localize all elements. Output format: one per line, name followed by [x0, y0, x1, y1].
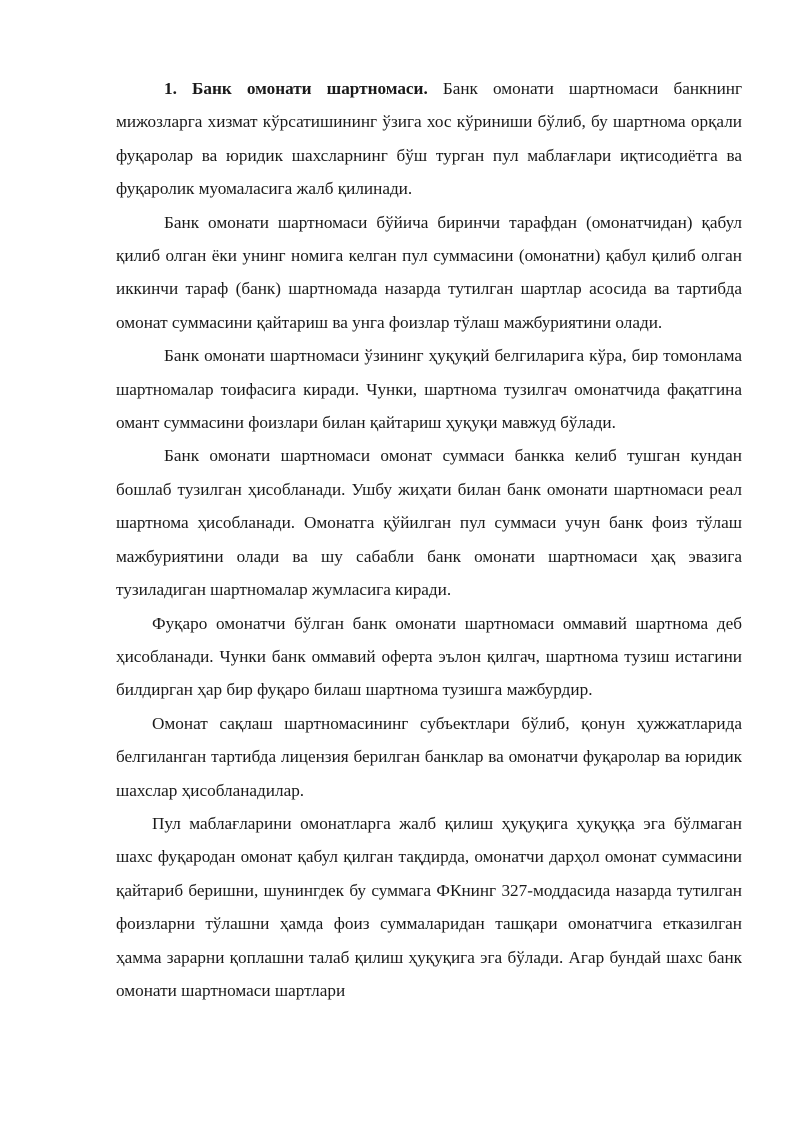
paragraph-text: Банк омонати шартномаси бўйича биринчи тарафдан (омонатчидан) қабул қилиб олган ёки унинг номига келган пул суммасини (омонатни) қабул қилиб олган иккинчи тараф (банк) шартномада назарда тутилган шартлар асосида ва тартибда омонат суммасини қайтариш ва унга фоизлар тўлаш мажбуриятини олади. — [116, 212, 742, 332]
document-body — [116, 72, 742, 1007]
paragraph-unlicensed-acceptance — [116, 807, 742, 1007]
paragraph-text: Банк омонати шартномаси омонат суммаси банкка келиб тушган кундан бошлаб тузилган ҳисобланади. Ушбу жиҳати билан банк омонати шартномаси реал шартнома ҳисобланади. Омонатга қўйилган пул суммаси учун банк фоиз тўлаш мажбуриятини олади ва шу сабабли банк омонати шартномаси ҳақ эвазига тузиладиган шартномалар жумласига киради. — [116, 446, 742, 600]
paragraph-unilateral-contract — [116, 339, 742, 439]
paragraph-public-contract — [116, 607, 742, 707]
paragraph-subjects — [116, 707, 742, 807]
paragraph-text: Банк омонати шартномаси банкнинг мижозларга хизмат кўрсатишининг ўзига хос кўриниши бўлиб, бу шартнома орқали фуқаролар ва юридик шахсларнинг бўш турган пул маблағлари иқтисодиётга ва фуқаролик муомаласига жалб қилинади. — [116, 79, 743, 199]
paragraph-obligation — [116, 206, 742, 340]
paragraph-bank-deposit-definition — [116, 72, 742, 206]
paragraph-real-contract — [116, 439, 742, 606]
paragraph-text: Банк омонати шартномаси ўзининг ҳуқуқий белгиларига кўра, бир томонлама шартномалар тоифасига киради. Чунки, шартнома тузилгач омонатчида фақатгина омант суммасини фоизлари билан қайтариш ҳуқуқи мавжуд бўлади. — [116, 346, 742, 433]
section-heading: 1. Банк омонати шартномаси. — [164, 79, 428, 98]
paragraph-text: Фуқаро омонатчи бўлган банк омонати шартномаси оммавий шартнома деб ҳисобланади. Чунки банк оммавий оферта эълон қилгач, шартнома тузиш истагини билдирган ҳар бир фуқаро билаш шартнома тузишга мажбурдир. — [116, 613, 742, 700]
paragraph-text: Пул маблағларини омонатларга жалб қилиш ҳуқуқига ҳуқуққа эга бўлмаган шахс фуқародан омонат қабул қилган тақдирда, омонатчи дарҳол омонат суммасини қайтариб беришни, шунингдек бу суммага ФКнинг 327-моддасида назарда тутилган фоизларни тўлашни ҳамда фоиз суммаларидан ташқари омонатчига етказилган ҳамма зарарни қоплашни талаб қилиш ҳуқуқига эга бўлади. Агар бундай шахс банк омонати шартномаси шартлари — [116, 813, 742, 1000]
paragraph-text: Омонат сақлаш шартномасининг субъектлари бўлиб, қонун ҳужжатларида белгиланган тартибда лицензия берилган банклар ва омонатчи фуқаролар ва юридик шахслар ҳисобланадилар. — [116, 713, 742, 800]
